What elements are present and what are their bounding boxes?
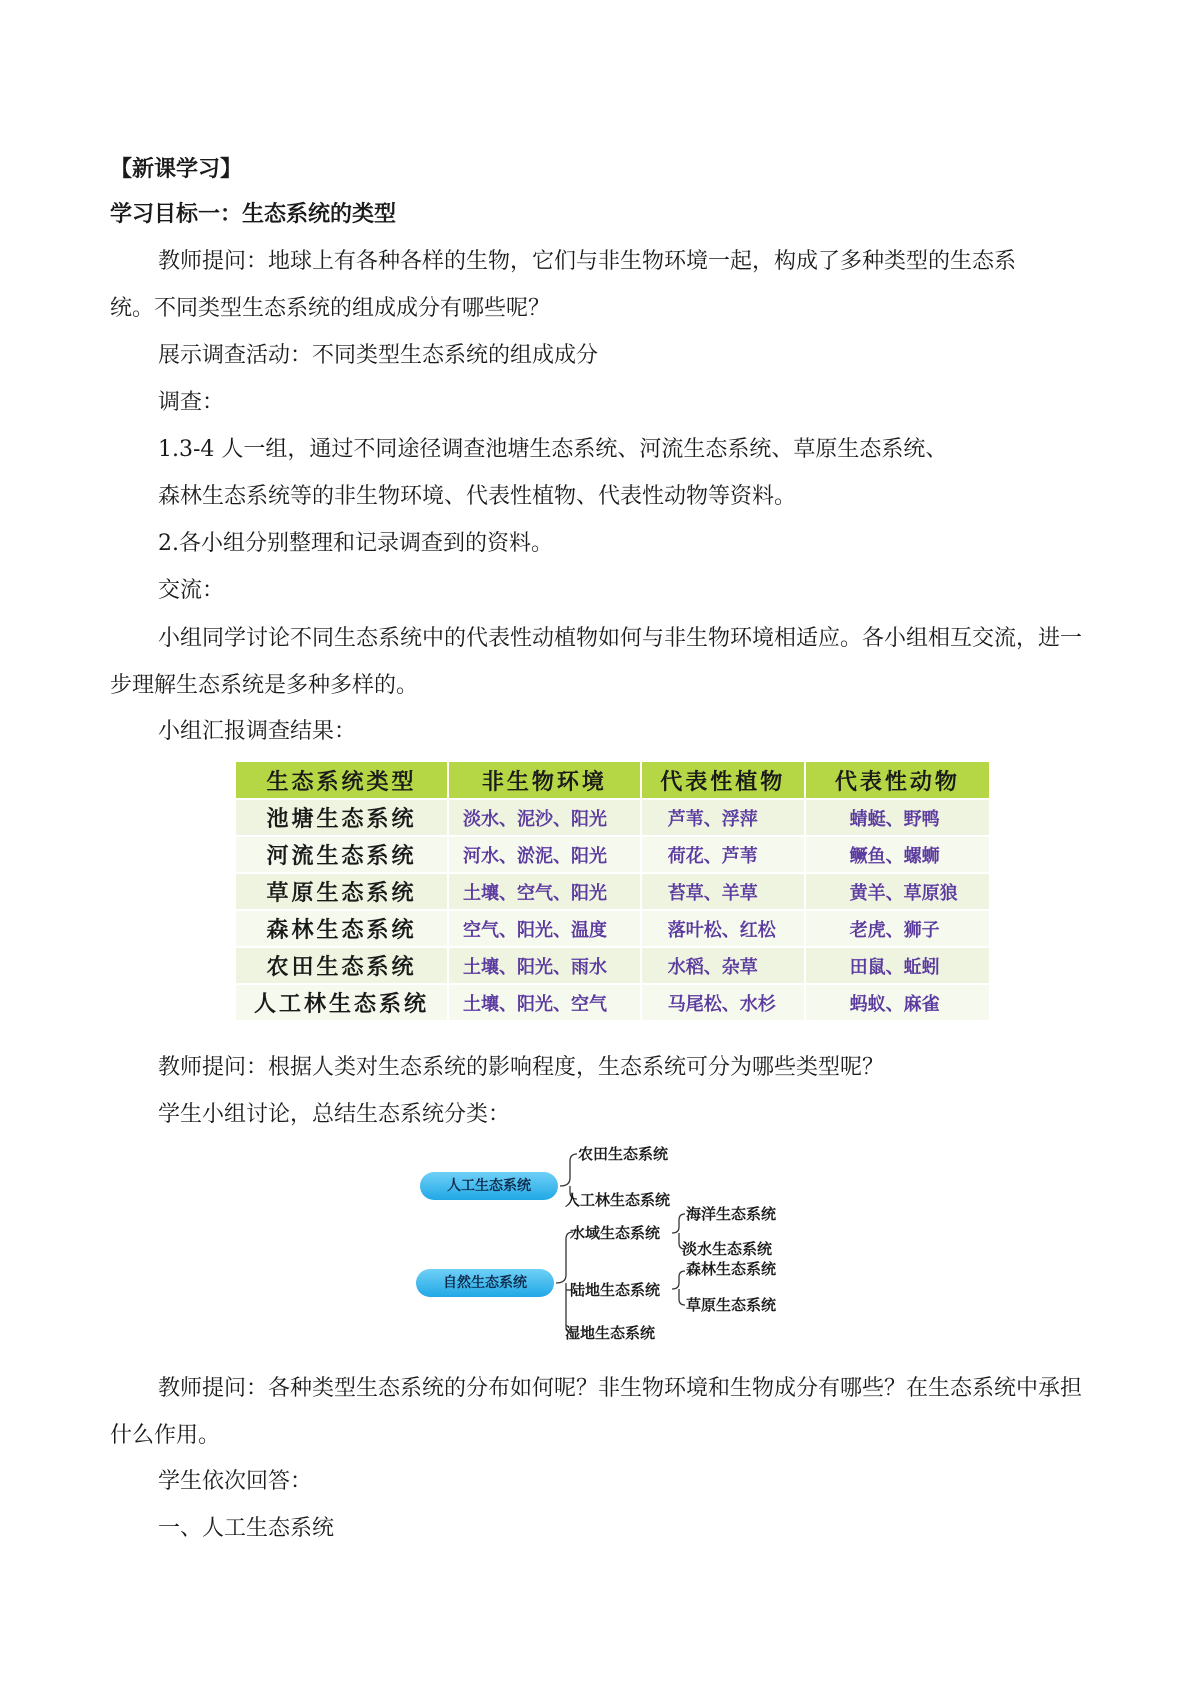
discussion-text: 小组同学讨论不同生态系统中的代表性动植物如何与非生物环境相适应。各小组相互交流，进一步理解生态系统是多种多样的。 xyxy=(110,626,1083,698)
table-cell-type: 草原生态系统 xyxy=(236,873,448,910)
report-label: 小组汇报调查结果： xyxy=(158,719,357,744)
table-cell-animal: 黄羊、草原狼 xyxy=(805,873,989,910)
table-cell-type: 人工林生态系统 xyxy=(236,984,448,1020)
table-cell-plant: 荷花、芦苇 xyxy=(641,836,805,873)
table-header-row xyxy=(236,762,989,799)
table-cell-type: 森林生态系统 xyxy=(236,910,448,947)
answer-label: 学生依次回答： xyxy=(158,1469,313,1494)
table-cell-environment: 土壤、阳光、雨水 xyxy=(448,947,641,984)
table-row xyxy=(236,910,989,947)
bracket-land-bottom xyxy=(679,1289,685,1305)
table-header: 代表性植物 xyxy=(641,762,805,799)
table-cell-environment: 土壤、阳光、空气 xyxy=(448,984,641,1020)
table-cell-animal: 鳜鱼、螺蛳 xyxy=(805,836,989,873)
node-land: 陆地生态系统 xyxy=(570,1281,661,1299)
node-wetland: 湿地生态系统 xyxy=(565,1324,656,1342)
table-cell-type: 河流生态系统 xyxy=(236,836,448,873)
table-cell-environment: 淡水、泥沙、阳光 xyxy=(448,799,641,836)
table-cell-plant: 苔草、羊草 xyxy=(641,873,805,910)
node-freshwater: 淡水生态系统 xyxy=(682,1240,773,1258)
question-1-line-2: 统。不同类型生态系统的组成成分有哪些呢？ xyxy=(110,296,551,321)
node-forest: 森林生态系统 xyxy=(686,1260,777,1278)
summary-label: 学生小组讨论，总结生态系统分类： xyxy=(158,1102,511,1127)
bracket-land-top xyxy=(672,1271,685,1289)
table-cell-plant: 水稻、杂草 xyxy=(641,947,805,984)
question-1-line-1: 教师提问：地球上有各种各样的生物，它们与非生物环境一起，构成了多种类型的生态系 xyxy=(158,249,1017,274)
artificial-ecosystem-pill: 人工生态系统 xyxy=(420,1172,558,1200)
table-row xyxy=(236,799,989,836)
bracket-artificial-top xyxy=(560,1154,577,1186)
node-ocean: 海洋生态系统 xyxy=(686,1205,777,1223)
step-1-line-1: 1.3-4 人一组，通过不同途径调查池塘生态系统、河流生态系统、草原生态系统、 xyxy=(158,437,948,462)
table-cell-type: 池塘生态系统 xyxy=(236,799,448,836)
ecosystem-table xyxy=(236,762,989,1020)
table-cell-environment: 空气、阳光、温度 xyxy=(448,910,641,947)
question-2-text: 教师提问：根据人类对生态系统的影响程度，生态系统可分为哪些类型呢？ xyxy=(158,1055,885,1080)
node-water: 水域生态系统 xyxy=(570,1224,661,1242)
natural-ecosystem-pill: 自然生态系统 xyxy=(416,1269,554,1297)
table-cell-type: 农田生态系统 xyxy=(236,947,448,984)
classification-diagram xyxy=(420,1140,820,1350)
node-grassland: 草原生态系统 xyxy=(686,1296,777,1314)
table-cell-plant: 芦苇、浮萍 xyxy=(641,799,805,836)
table-row xyxy=(236,836,989,873)
table-row xyxy=(236,873,989,910)
step-2-text: 2.各小组分别整理和记录调查到的资料。 xyxy=(158,531,553,556)
table-header: 代表性动物 xyxy=(805,762,989,799)
table-cell-environment: 土壤、空气、阳光 xyxy=(448,873,641,910)
table-cell-animal: 老虎、狮子 xyxy=(805,910,989,947)
bracket-water-top xyxy=(672,1214,685,1233)
section-1-title: 一、人工生态系统 xyxy=(158,1516,335,1541)
node-plantation: 人工林生态系统 xyxy=(565,1191,671,1209)
activity-text: 展示调查活动：不同类型生态系统的组成成分 xyxy=(158,343,599,368)
table-header: 非生物环境 xyxy=(448,762,641,799)
survey-label: 调查： xyxy=(158,390,225,415)
section-heading: 【新课学习】 xyxy=(110,157,243,182)
node-farmland: 农田生态系统 xyxy=(578,1145,669,1163)
table-cell-plant: 落叶松、红松 xyxy=(641,910,805,947)
table-cell-plant: 马尾松、水杉 xyxy=(641,984,805,1020)
table-cell-animal: 蜻蜓、野鸭 xyxy=(805,799,989,836)
table-cell-environment: 河水、淤泥、阳光 xyxy=(448,836,641,873)
table-cell-animal: 田鼠、蚯蚓 xyxy=(805,947,989,984)
table-row xyxy=(236,947,989,984)
table-header: 生态系统类型 xyxy=(236,762,448,799)
step-1-line-2: 森林生态系统等的非生物环境、代表性植物、代表性动物等资料。 xyxy=(158,484,797,509)
exchange-label: 交流： xyxy=(158,578,225,603)
table-row xyxy=(236,984,989,1020)
question-3-text: 教师提问：各种类型生态系统的分布如何呢？非生物环境和生物成分有哪些？在生态系统中承担什么作用。 xyxy=(110,1376,1083,1448)
objective-title: 学习目标一：生态系统的类型 xyxy=(110,202,397,227)
table-cell-animal: 蚂蚁、麻雀 xyxy=(805,984,989,1020)
